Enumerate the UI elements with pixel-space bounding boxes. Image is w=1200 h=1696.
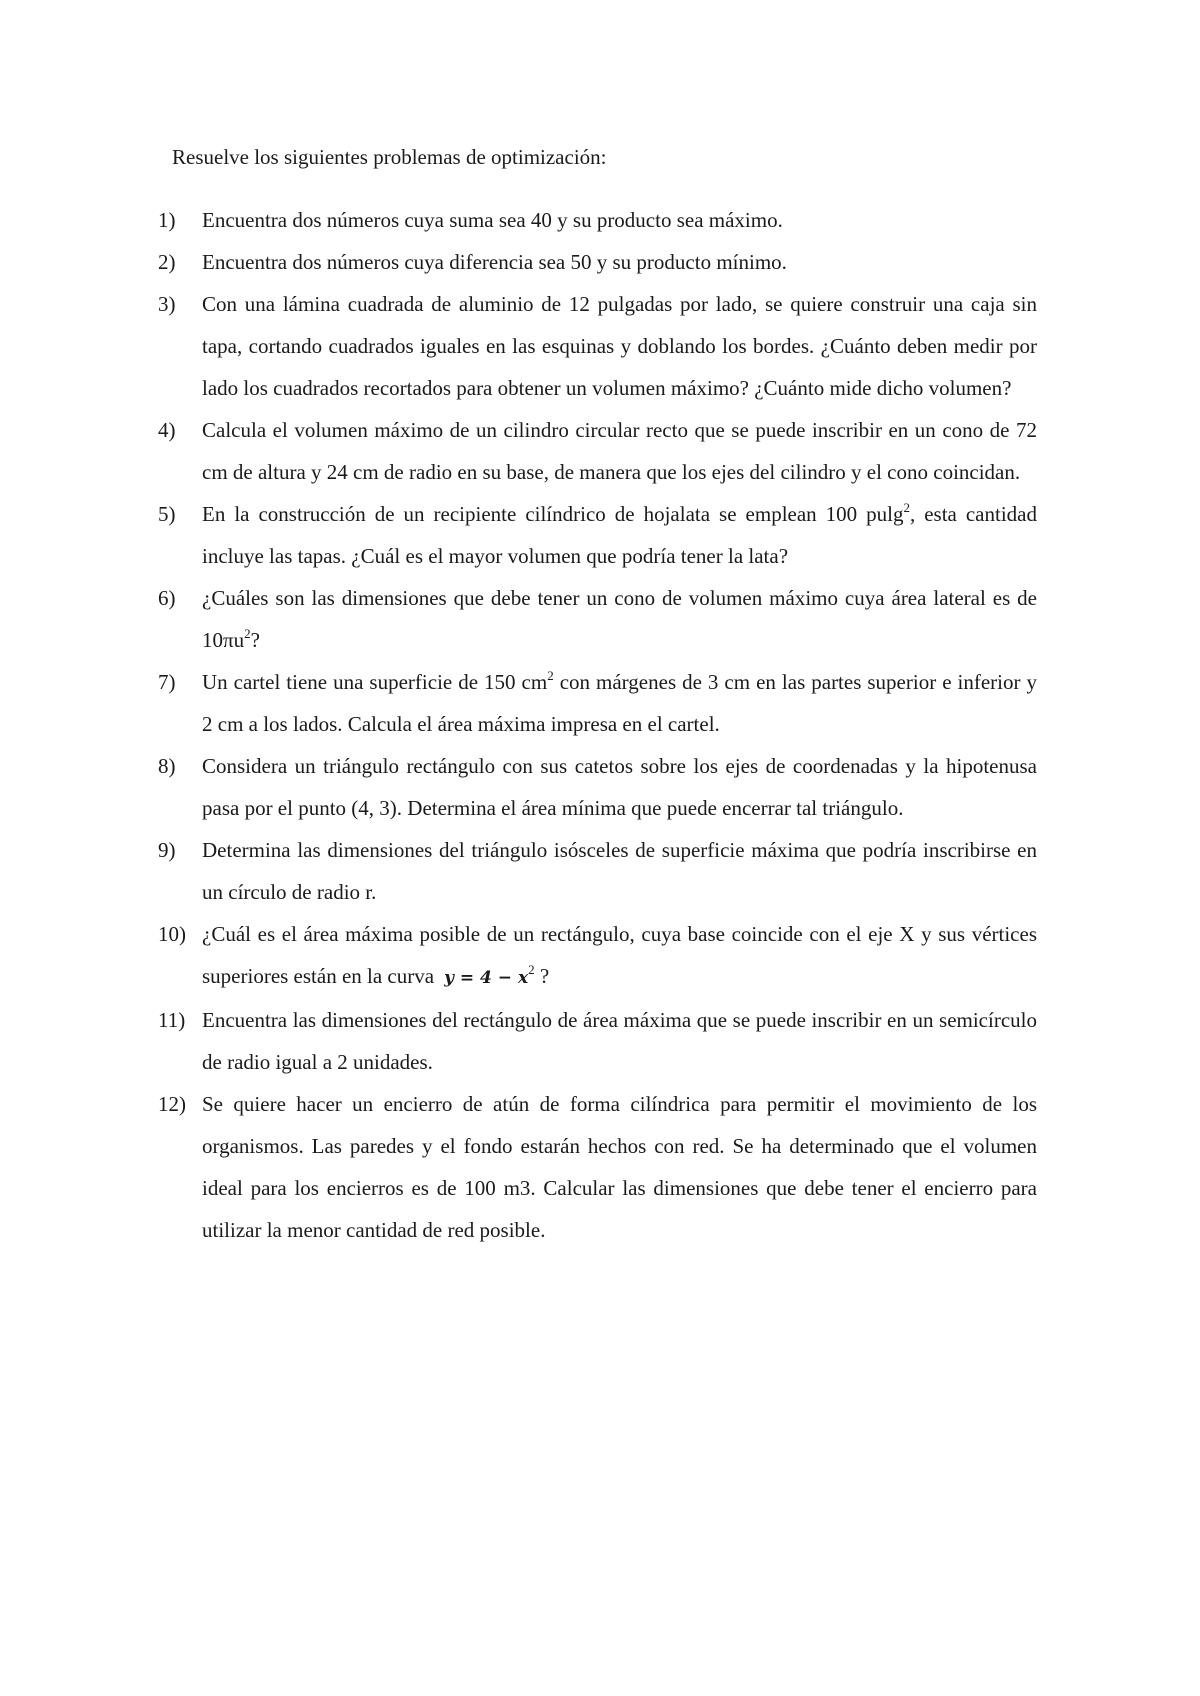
problem-9 — [152, 829, 1037, 913]
problem-text: Encuentra las dimensiones del rectángulo de área máxima que se puede inscribir en un semicírculo de radio igual a 2 unidades. — [202, 1008, 1037, 1074]
problem-7 — [152, 661, 1037, 745]
problem-number: 4) — [158, 418, 176, 442]
problem-number: 2) — [158, 250, 176, 274]
problem-text — [202, 577, 1037, 661]
problem-text: Con una lámina cuadrada de aluminio de 12 pulgadas por lado, se quiere construir una caja sin tapa, cortando cuadrados iguales en las esquinas y doblando los bordes. ¿Cuánto deben medir por lado los cuadrados recortados para obtener un volumen máximo? ¿Cuánto mide dicho volumen? — [202, 292, 1037, 400]
instructions-heading: Resuelve los siguientes problemas de optimización: — [172, 145, 607, 169]
curve-equation: y = 4 − x — [444, 968, 529, 988]
problem-text: Se quiere hacer un encierro de atún de forma cilíndrica para permitir el movimiento de los organismos. Las paredes y el fondo estarán hechos con red. Se ha determinado que el volumen ideal para los encierros es de 100 m3. Calcular las dimensiones que debe tener el encierro para utilizar la menor cantidad de red posible. — [202, 1092, 1037, 1242]
problem-number: 1) — [158, 208, 176, 232]
problem-text: Considera un triángulo rectángulo con sus catetos sobre los ejes de coordenadas y la hipotenusa pasa por el punto (4, 3). Determina el área mínima que puede encerrar tal triángulo. — [202, 754, 1037, 820]
problem-text-part: ? — [250, 628, 260, 652]
problem-number: 11) — [158, 1008, 186, 1032]
problem-10 — [152, 913, 1037, 999]
problem-6 — [152, 577, 1037, 661]
problem-text: Calcula el volumen máximo de un cilindro circular recto que se puede inscribir en un cono de 72 cm de altura y 24 cm de radio en su base, de manera que los ejes del cilindro y el cono coincidan. — [202, 418, 1037, 484]
problem-text — [202, 913, 1037, 999]
problem-number: 7) — [158, 670, 176, 694]
problem-text: Encuentra dos números cuya suma sea 40 y su producto sea máximo. — [202, 208, 783, 232]
superscript: 2 — [528, 962, 535, 977]
superscript: 2 — [547, 668, 554, 683]
problem-text — [202, 493, 1037, 577]
problem-text-part: , esta cantidad incluye las tapas. ¿Cuál es el mayor volumen que podría tener la lata? — [202, 502, 1037, 568]
superscript: 2 — [903, 500, 910, 515]
problem-text — [202, 661, 1037, 745]
problem-number: 5) — [158, 502, 176, 526]
problem-12 — [152, 1083, 1037, 1251]
problem-text-part: ? — [534, 964, 550, 988]
problem-number: 6) — [158, 586, 176, 610]
problem-text: Determina las dimensiones del triángulo isósceles de superficie máxima que podría inscribirse en un círculo de radio r. — [202, 838, 1037, 904]
problem-3 — [152, 283, 1037, 409]
problem-list — [152, 199, 1037, 1251]
problem-text-part: ¿Cuál es el área máxima posible de un rectángulo, cuya base coincide con el eje X y sus vértices superiores están en la curva — [202, 922, 1037, 988]
problem-text-part: ¿Cuáles son las dimensiones que debe tener un cono de volumen máximo cuya área lateral es de 10πu — [202, 586, 1037, 652]
superscript: 2 — [244, 626, 251, 641]
problem-text-part: Un cartel tiene una superficie de 150 cm — [202, 670, 548, 694]
problem-8 — [152, 745, 1037, 829]
problem-number: 9) — [158, 838, 176, 862]
problem-number: 10) — [158, 922, 186, 946]
problem-number: 3) — [158, 292, 176, 316]
problem-text-part: En la construcción de un recipiente cilíndrico de hojalata se emplean 100 pulg — [202, 502, 904, 526]
problem-number: 12) — [158, 1092, 186, 1116]
problem-11 — [152, 999, 1037, 1083]
problem-text-part: con márgenes de 3 cm en las partes superior e inferior y 2 cm a los lados. Calcula el área máxima impresa en el cartel. — [202, 670, 1037, 736]
problem-2 — [152, 241, 1037, 283]
problem-1 — [152, 199, 1037, 241]
problem-text: Encuentra dos números cuya diferencia sea 50 y su producto mínimo. — [202, 250, 787, 274]
problem-5 — [152, 493, 1037, 577]
problem-4 — [152, 409, 1037, 493]
problem-number: 8) — [158, 754, 176, 778]
